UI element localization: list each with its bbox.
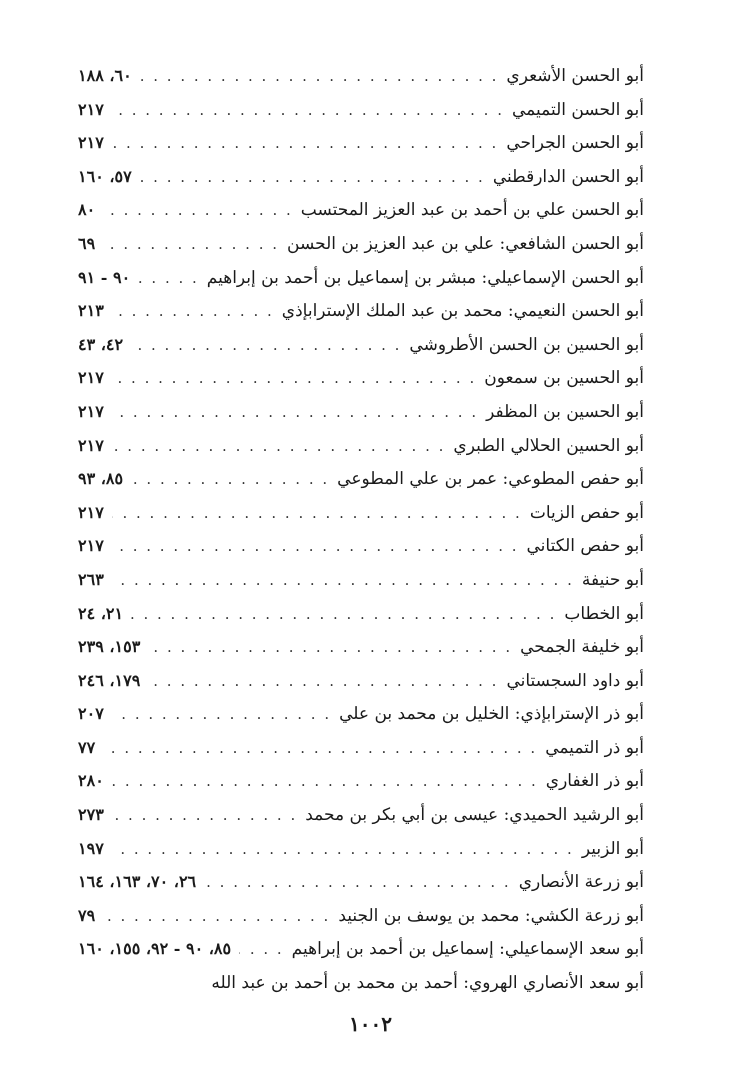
index-entry <box>78 704 644 738</box>
index-entry <box>78 200 644 234</box>
entry-pages: ٢٦٣ <box>78 569 104 589</box>
index-entry <box>78 973 644 1007</box>
entry-pages: ٢١٣ <box>78 301 104 321</box>
index-entry <box>78 335 644 369</box>
entry-name: أبو الحسن التميمي <box>511 99 644 120</box>
index-entry <box>78 671 644 705</box>
entry-pages: ١٩٧ <box>78 838 104 858</box>
index-entry <box>78 167 644 201</box>
index-entry <box>78 66 644 100</box>
entry-pages: ٧٧ <box>78 737 96 757</box>
entry-pages: ٦٠، ١٨٨ <box>78 66 132 85</box>
index-entry <box>78 402 644 436</box>
entry-pages: ٢١٧ <box>78 368 104 388</box>
index-entry <box>78 604 644 638</box>
index-entry <box>78 872 644 906</box>
entry-pages: ٨٥، ٩٣ <box>78 469 124 489</box>
entry-pages: ٩٠ - ٩١ <box>78 267 131 287</box>
dot-leader <box>148 672 498 690</box>
entry-name: أبو الرشيد الحميدي: عيسى بن أبي بكر بن محمد <box>305 805 644 826</box>
entry-pages: ٥٧، ١٦٠ <box>78 166 132 186</box>
entry-name: أبو زرعة الأنصاري <box>518 872 644 893</box>
entry-name: أبو ذر التميمي <box>545 737 644 758</box>
entry-pages: ٦٩ <box>78 233 96 253</box>
entry-pages: ٨٥، ٩٠ - ٩٢، ١٥٥، ١٦٠ <box>78 939 232 959</box>
index-entry <box>78 570 644 604</box>
dot-leader <box>112 369 476 387</box>
entry-name: أبو حفص الكتاني <box>526 536 644 557</box>
dot-leader <box>103 201 293 219</box>
dot-leader <box>131 470 329 488</box>
dot-leader <box>148 638 512 656</box>
entry-name: أبو الحسن الجراحي <box>506 133 644 154</box>
index-entry <box>78 637 644 671</box>
index-list <box>78 66 644 1007</box>
dot-leader <box>131 336 401 354</box>
entry-name: أبو الحسن علي بن أحمد بن عبد العزيز المحتسب <box>300 200 644 221</box>
index-entry <box>78 133 644 167</box>
index-entry <box>78 469 644 503</box>
index-entry <box>78 503 644 537</box>
entry-name: أبو الزبير <box>581 838 644 859</box>
entry-name: أبو داود السجستاني <box>506 670 644 691</box>
index-entry <box>78 301 644 335</box>
entry-pages: ١٧٩، ٢٤٦ <box>78 670 141 690</box>
entry-pages: ٢٦، ٧٠، ١٦٣، ١٦٤ <box>78 872 197 892</box>
entry-pages: ٢١، ٢٤ <box>78 603 124 623</box>
entry-name: أبو ذر الغفاري <box>545 771 644 792</box>
entry-pages: ٢٧٣ <box>78 805 104 825</box>
entry-name: أبو الحسين الحلالي الطبري <box>453 435 644 456</box>
entry-name: أبو الحسين بن الحسن الأطروشي <box>409 334 644 355</box>
entry-name: أبو ذر الإسترابإذي: الخليل بن محمد بن علي <box>339 704 644 725</box>
index-entry <box>78 436 644 470</box>
dot-leader <box>112 302 274 320</box>
entry-pages: ٢٠٧ <box>78 704 104 724</box>
entry-pages: ٢١٧ <box>78 502 104 522</box>
entry-name: أبو الحسن الأشعري <box>506 66 644 86</box>
index-entry <box>78 100 644 134</box>
entry-pages: ٢١٧ <box>78 536 104 556</box>
index-entry <box>78 536 644 570</box>
entry-name: أبو خليفة الجمحي <box>520 637 644 658</box>
dot-leader <box>112 705 331 723</box>
entry-pages: ٢١٧ <box>78 401 104 421</box>
entry-pages: ٢١٧ <box>78 133 104 153</box>
dot-leader <box>204 873 511 891</box>
dot-leader <box>103 739 537 757</box>
entry-name: أبو الحسن الدارقطني <box>492 166 644 187</box>
entry-name: أبو الحسن الشافعي: علي بن عبد العزيز بن الحسن <box>287 233 644 254</box>
dot-leader <box>138 269 199 287</box>
dot-leader <box>103 907 330 925</box>
entry-pages: ٨٠ <box>78 200 96 220</box>
entry-name: أبو الحسين بن سمعون <box>484 368 644 389</box>
dot-leader <box>112 537 519 555</box>
dot-leader <box>112 772 538 790</box>
dot-leader <box>112 403 478 421</box>
dot-leader <box>140 67 499 85</box>
entry-name: أبو الحسين بن المظفر <box>486 401 644 422</box>
index-entry <box>78 771 644 805</box>
dot-leader <box>112 571 574 589</box>
dot-leader <box>103 235 279 253</box>
dot-leader <box>112 437 446 455</box>
dot-leader <box>112 504 522 522</box>
entry-name: أبو سعد الأنصاري الهروي: أحمد بن محمد بن أحمد بن عبد الله <box>211 973 644 994</box>
index-entry <box>78 839 644 873</box>
index-entry <box>78 738 644 772</box>
index-entry <box>78 805 644 839</box>
dot-leader <box>112 806 297 824</box>
entry-pages: ٧٩ <box>78 905 96 925</box>
entry-name: أبو الحسن الإسماعيلي: مبشر بن إسماعيل بن أحمد بن إبراهيم <box>206 267 644 288</box>
entry-name: أبو الخطاب <box>564 603 644 624</box>
entry-pages: ١٥٣، ٢٣٩ <box>78 637 141 657</box>
dot-leader <box>112 101 504 119</box>
dot-leader <box>140 168 485 186</box>
entry-name: أبو زرعة الكشي: محمد بن يوسف بن الجنيد <box>338 905 644 926</box>
entry-pages: ٢١٧ <box>78 435 104 455</box>
dot-leader <box>131 605 556 623</box>
page-number: ١٠٠٢ <box>349 1012 392 1036</box>
entry-name: أبو حنيفة <box>581 569 644 590</box>
index-entry <box>78 368 644 402</box>
index-entry <box>78 268 644 302</box>
entry-pages: ٤٢، ٤٣ <box>78 334 124 354</box>
dot-leader <box>112 134 499 152</box>
index-entry <box>78 234 644 268</box>
entry-pages: ٢١٧ <box>78 99 104 119</box>
dot-leader <box>239 940 284 958</box>
entry-name: أبو الحسن النعيمي: محمد بن عبد الملك الإسترابإذي <box>281 301 644 322</box>
entry-name: أبو حفص المطوعي: عمر بن علي المطوعي <box>337 469 644 490</box>
entry-name: أبو سعد الإسماعيلي: إسماعيل بن أحمد بن إبراهيم <box>291 939 644 960</box>
entry-name: أبو حفص الزيات <box>529 502 644 523</box>
index-entry <box>78 906 644 940</box>
entry-pages: ٢٨٠ <box>78 771 104 791</box>
index-entry <box>78 939 644 973</box>
dot-leader <box>112 840 574 858</box>
